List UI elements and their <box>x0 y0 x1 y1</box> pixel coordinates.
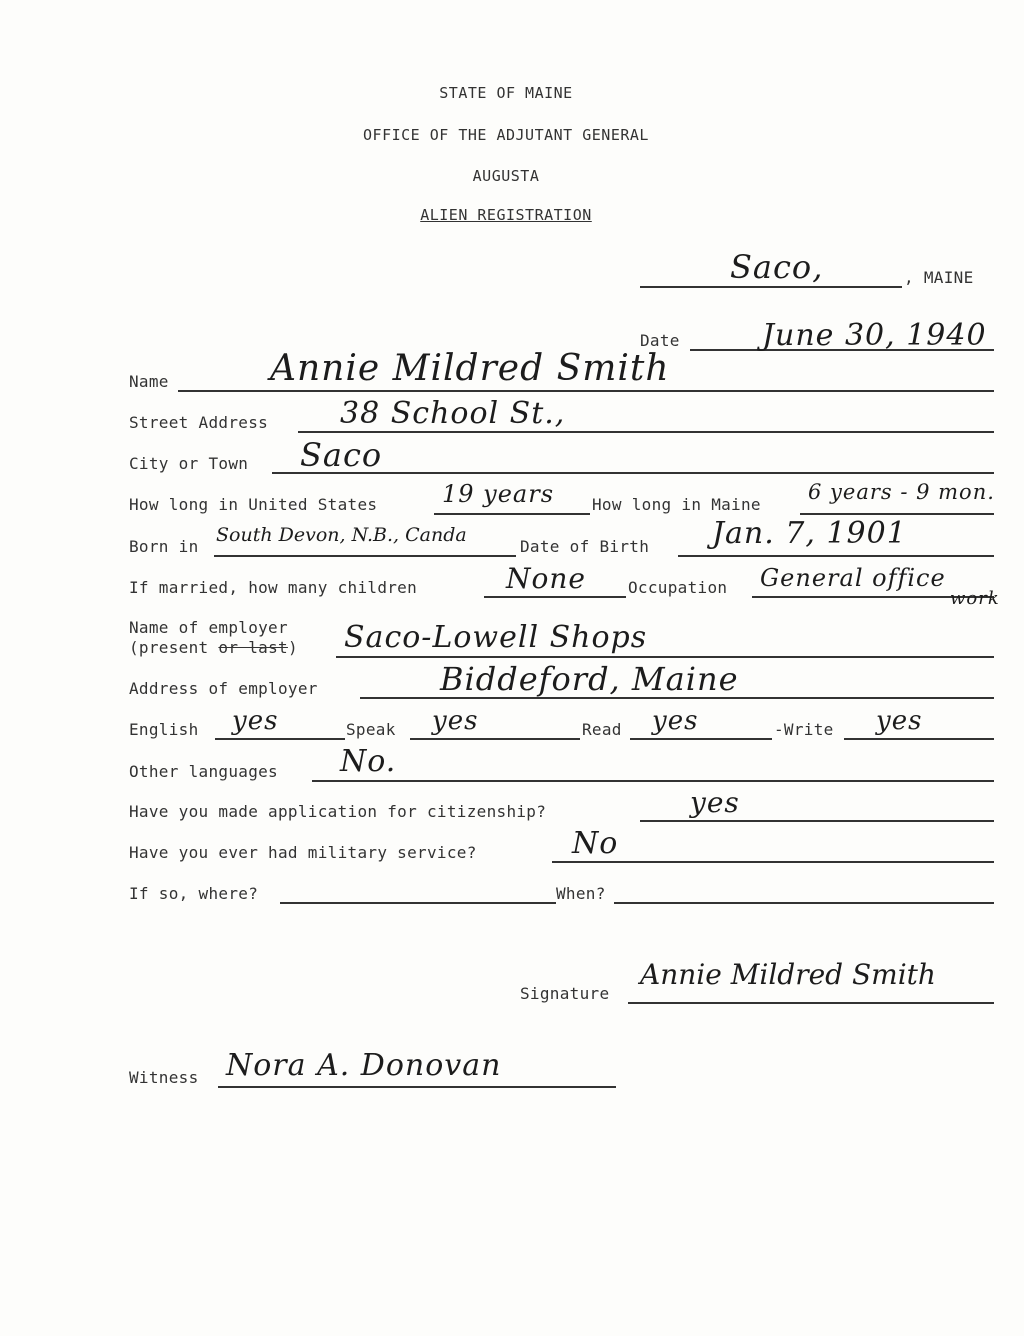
if-so-where-line <box>280 902 556 904</box>
place-label: , MAINE <box>904 268 974 287</box>
date-label: Date <box>640 331 680 350</box>
witness-line <box>218 1086 616 1088</box>
witness-value: Nora A. Donovan <box>226 1048 502 1083</box>
other-languages-value: No. <box>340 744 397 779</box>
write-label: -Write <box>774 720 834 739</box>
date-of-birth-value: Jan. 7, 1901 <box>712 516 907 551</box>
born-in-label: Born in <box>129 537 199 556</box>
children-label: If married, how many children <box>129 578 418 597</box>
military-line <box>552 861 994 863</box>
occupation-value-line2: work <box>950 588 1000 609</box>
city-label: City or Town <box>129 454 249 473</box>
header-office: OFFICE OF THE ADJUTANT GENERAL <box>363 126 649 144</box>
name-value: Annie Mildred Smith <box>270 348 670 389</box>
occupation-label: Occupation <box>628 578 728 597</box>
employer-label-strike: or last <box>218 638 288 657</box>
children-line <box>484 596 626 598</box>
employer-label-line1: Name of employer <box>129 618 288 637</box>
how-long-us-line <box>434 513 590 515</box>
write-line <box>844 738 994 740</box>
signature-value: Annie Mildred Smith <box>640 958 936 991</box>
citizenship-value: yes <box>690 786 740 819</box>
how-long-maine-value: 6 years - 9 mon. <box>808 480 995 504</box>
speak-label: Speak <box>346 720 396 739</box>
employer-line <box>336 656 994 658</box>
when-label: When? <box>556 884 606 903</box>
how-long-us-label: How long in United States <box>129 495 378 514</box>
english-line <box>215 738 345 740</box>
military-label: Have you ever had military service? <box>129 843 477 862</box>
speak-value: yes <box>432 706 479 736</box>
employer-value: Saco-Lowell Shops <box>344 620 648 655</box>
employer-label-present: (present <box>129 638 219 657</box>
street-address-value: 38 School St., <box>340 396 566 431</box>
name-label: Name <box>129 372 169 391</box>
signature-line <box>628 1002 994 1004</box>
name-line <box>178 390 994 392</box>
how-long-maine-label: How long in Maine <box>592 495 761 514</box>
children-value: None <box>506 562 586 595</box>
write-value: yes <box>876 706 923 736</box>
english-label: English <box>129 720 199 739</box>
how-long-maine-line <box>800 513 994 515</box>
place-line <box>640 286 902 288</box>
street-address-line <box>298 431 994 433</box>
read-value: yes <box>652 706 699 736</box>
other-languages-line <box>312 780 994 782</box>
employer-address-value: Biddeford, Maine <box>440 660 739 698</box>
english-value: yes <box>232 706 279 736</box>
born-in-line <box>214 555 516 557</box>
date-value: June 30, 1940 <box>762 318 987 353</box>
speak-line <box>410 738 580 740</box>
occupation-value: General office <box>760 564 946 592</box>
form-title: ALIEN REGISTRATION <box>420 206 592 224</box>
place-value: Saco, <box>730 248 824 286</box>
signature-label: Signature <box>520 984 610 1003</box>
read-line <box>630 738 772 740</box>
header-city: AUGUSTA <box>472 167 540 185</box>
witness-label: Witness <box>129 1068 199 1087</box>
citizenship-label: Have you made application for citizenship? <box>129 802 547 821</box>
read-label: Read <box>582 720 622 739</box>
date-of-birth-label: Date of Birth <box>520 537 650 556</box>
city-value: Saco <box>300 436 383 474</box>
employer-address-label: Address of employer <box>129 679 318 698</box>
employer-label-line2 <box>129 638 298 657</box>
street-address-label: Street Address <box>129 413 269 432</box>
how-long-us-value: 19 years <box>442 480 555 508</box>
employer-label-close: ) <box>287 638 298 657</box>
military-value: No <box>572 826 619 861</box>
header-state: STATE OF MAINE <box>439 84 573 102</box>
born-in-value: South Devon, N.B., Canda <box>216 524 467 546</box>
other-languages-label: Other languages <box>129 762 278 781</box>
when-line <box>614 902 994 904</box>
if-so-where-label: If so, where? <box>129 884 259 903</box>
citizenship-line <box>640 820 994 822</box>
date-of-birth-line <box>678 555 994 557</box>
